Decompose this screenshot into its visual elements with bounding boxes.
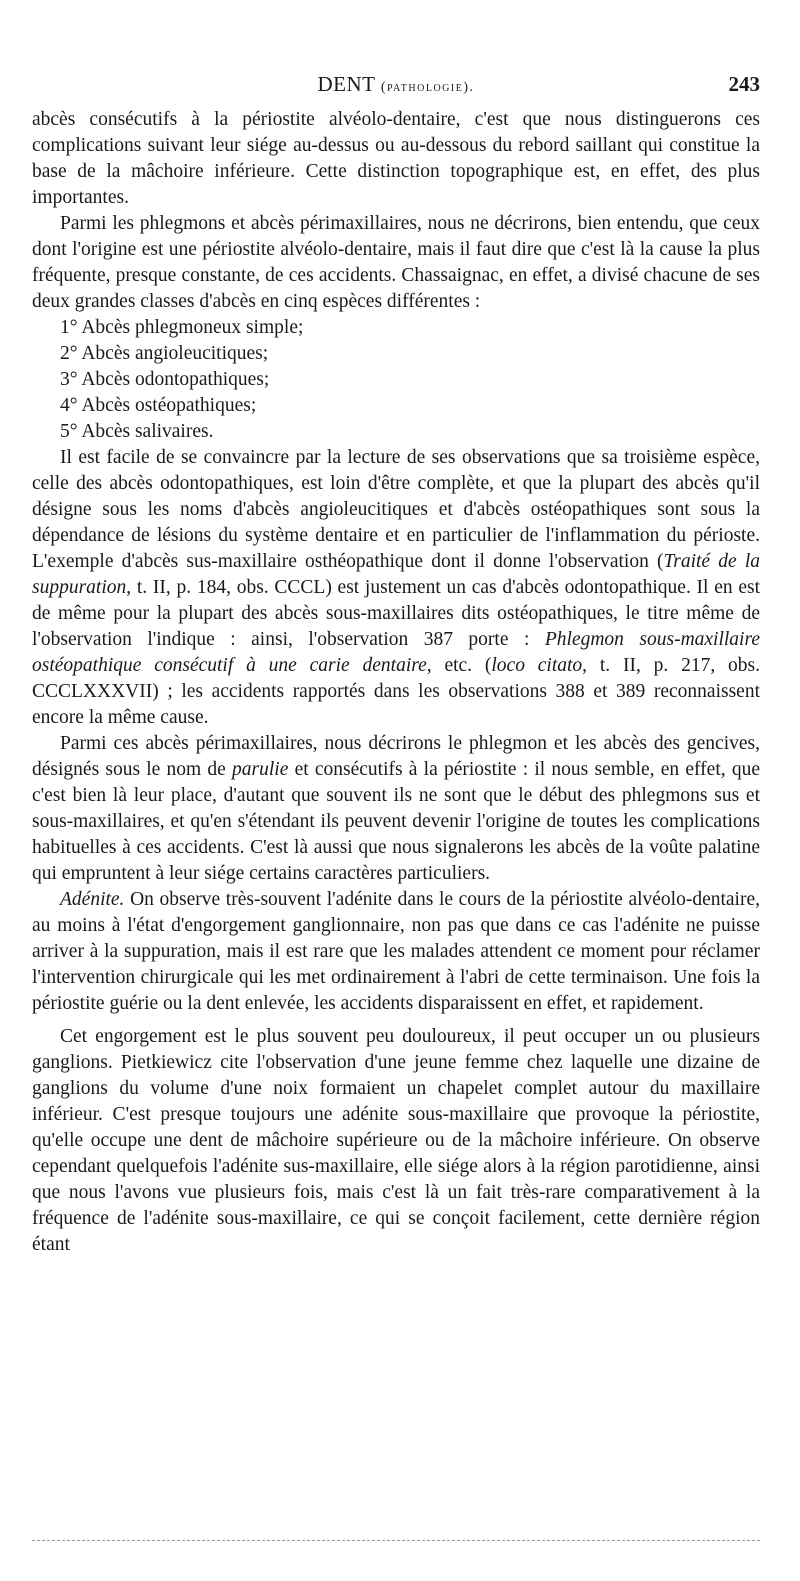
list-item-3: 3° Abcès odontopathiques; (60, 369, 270, 390)
paragraph-1: abcès consécutifs à la périostite alvéolo-dentaire, c'est que nous distinguerons ces complications suivant leur siége au-dessus ou au-dessous du rebord saillant qui constitue la base de la mâchoire inférieure. Cette distinction topographique est, en effet, des plus importantes. (32, 109, 760, 208)
reference-loco-citato: loco citato (491, 655, 583, 676)
paragraph-3-text-d: , t. II, p. 217, obs. CCCLXXXVII) ; les accidents rapportés dans les observations 388 et 389 reconnaissent encore la même cause. (32, 655, 760, 728)
paragraph-3-text-c: , etc. ( (426, 655, 492, 676)
list-item-4: 4° Abcès ostéopathiques; (60, 395, 257, 416)
running-title-main: DENT (317, 72, 376, 96)
running-title (32, 72, 760, 97)
paragraph-3-text-b: , t. II, p. 184, obs. CCCL) est justement un cas d'abcès odontopathique. Il en est de même pour la plupart des abcès sous-maxillaires dits ostéopathiques, le titre même de l'observation l'indique : ainsi, l'observation 387 porte : (32, 577, 760, 650)
paragraph-2: Parmi les phlegmons et abcès périmaxillaires, nous ne décrirons, bien entendu, que ceux dont l'origine est une périostite alvéolo-dentaire, mais il faut dire que c'est là la cause la plus fréquente, presque constante, de ces accidents. Chassaignac, en effet, a divisé chacune de ses deux grandes classes d'abcès en cinq espèces différentes : (32, 213, 760, 312)
section-heading-adenite: Adénite. (60, 889, 125, 910)
reference-traite-suppuration: Traité de la suppuration (32, 551, 760, 598)
paragraph-5 (32, 887, 760, 1017)
paragraph-3 (32, 445, 760, 731)
term-parulie: parulie (232, 759, 289, 780)
running-title-section: (pathologie). (380, 80, 475, 95)
paragraph-4 (32, 731, 760, 887)
paragraph-6: Cet engorgement est le plus souvent peu douloureux, il peut occuper un ou plusieurs ganglions. Pietkiewicz cite l'observation d'une jeune femme chez laquelle une dizaine de ganglions du volume d'une noix formaient un chapelet complet autour du maxillaire inférieur. C'est presque toujours une adénite sous-maxillaire que provoque la périostite, qu'elle occupe une dent de mâchoire supérieure ou de la mâchoire inférieure. On observe cependant quelquefois l'adénite sus-maxillaire, elle siége alors à la région parotidienne, ainsi que nous l'avons vue plusieurs fois, mais c'est là un fait très-rare comparativement à la fréquence de l'adénite sous-maxillaire, ce qui se conçoit facilement, cette dernière région étant (32, 1026, 760, 1255)
paragraph-4-text-a: Parmi ces abcès périmaxillaires, nous décrirons le phlegmon et les abcès des gencives, désignés sous le nom de (32, 733, 760, 780)
body-text (32, 107, 760, 1258)
paragraph-4-text-b: et consécutifs à la périostite : il nous semble, en effet, que c'est bien là leur place, d'autant que souvent ils ne sont que le début des phlegmons sus et sous-maxillaires, et qu'en s'étendant ils peuvent devenir l'origine de toutes les complications habituelles à ces accidents. C'est là aussi que nous signalerons les abcès de la voûte palatine qui empruntent à leur siége certains caractères particuliers. (32, 759, 760, 884)
list-item-2: 2° Abcès angioleucitiques; (60, 343, 269, 364)
page-number: 243 (728, 72, 760, 96)
paragraph-3-text-a: Il est facile de se convaincre par la lecture de ses observations que sa troisième espèce, celle des abcès odontopathiques, est loin d'être complète, et que la plupart des abcès qu'il désigne sous les noms d'abcès angioleucitiques et d'abcès ostéopathiques sont sous la dépendance de lésions du système dentaire et en particulier de l'inflammation du périoste. L'exemple d'abcès sus-maxillaire osthéopathique dont il donne l'observation ( (32, 447, 760, 572)
footer-rule (32, 1540, 760, 1541)
list-item-5: 5° Abcès salivaires. (60, 421, 214, 442)
running-header (32, 72, 760, 102)
list-item-1: 1° Abcès phlegmoneux simple; (60, 317, 304, 338)
reference-observation-title: Phlegmon sous-maxillaire ostéopathique consécutif à une carie dentaire (32, 629, 760, 676)
paragraph-5-text: On observe très-souvent l'adénite dans le cours de la périostite alvéolo-dentaire, au moins à l'état d'engorgement ganglionnaire, non pas que dans ce cas l'adénite ne puisse arriver à la suppuration, mais il est rare que les malades attendent ce moment pour réclamer l'intervention chirurgicale qui les met ordinairement à l'abri de cette terminaison. Une fois la périostite guérie ou la dent enlevée, les accidents disparaissent en effet, et rapidement. (32, 889, 760, 1014)
